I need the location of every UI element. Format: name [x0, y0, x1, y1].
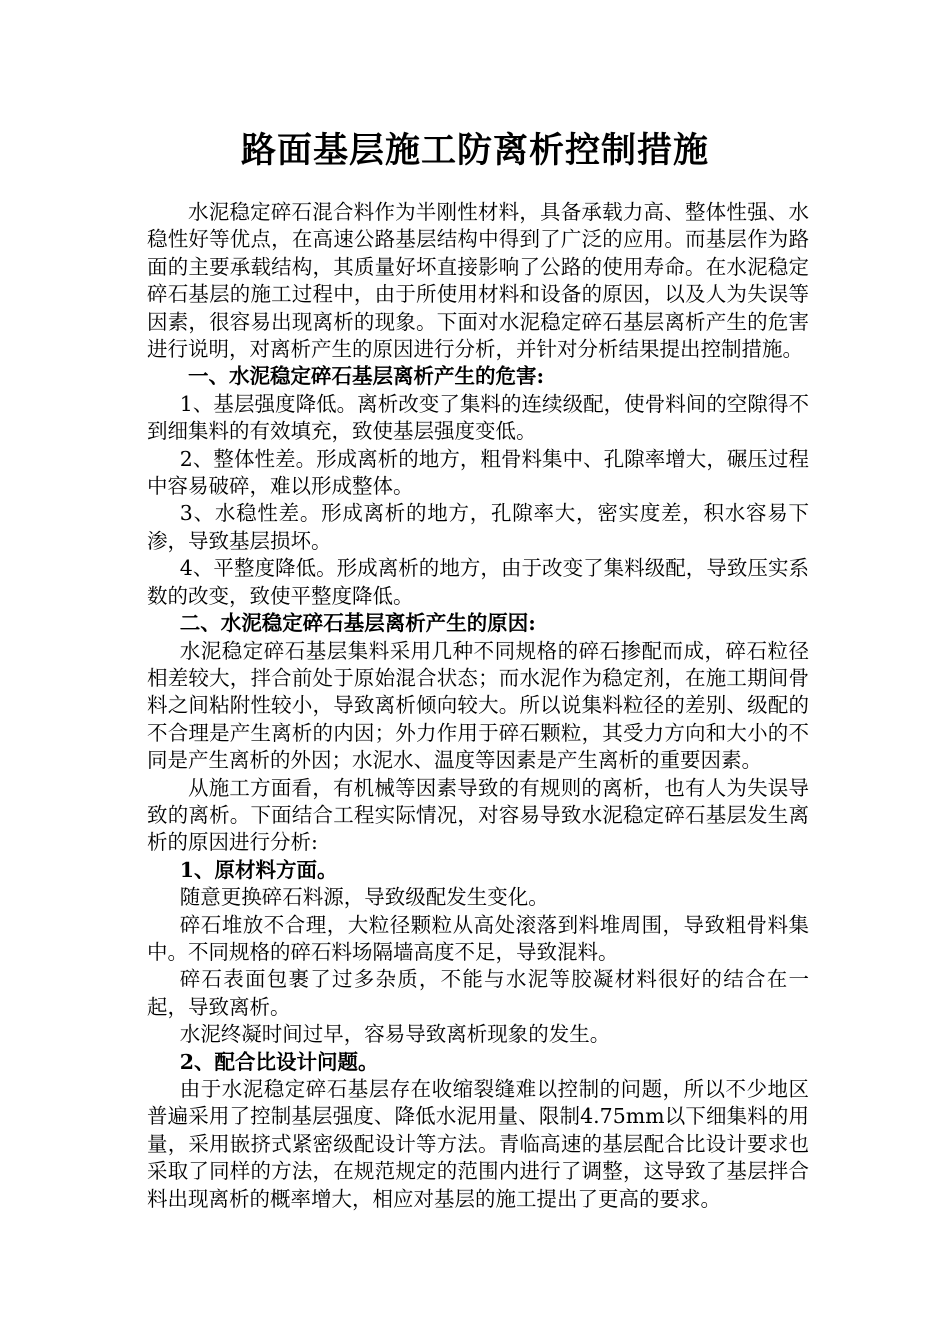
- intro-paragraph: 水泥稳定碎石混合料作为半刚性材料，具备承载力高、整体性强、水稳性好等优点，在高速公路基层结构中得到了广泛的应用。而基层作为路面的主要承载结构，其质量好坏直接影响了公路的使用寿命。在水泥稳定碎石基层的施工过程中，由于所使用材料和设备的原因，以及人为失误等因素，很容易出现离析的现象。下面对水泥稳定碎石基层离析产生的危害进行说明，对离析产生的原因进行分析，并针对分析结果提出控制措施。: [147, 200, 809, 362]
- hazard-item-strength: 1、基层强度降低。离析改变了集料的连续级配，使骨料间的空隙得不到细集料的有效填充，致使基层强度变低。: [147, 391, 809, 444]
- mix-design-paragraph: 由于水泥稳定碎石基层存在收缩裂缝难以控制的问题，所以不少地区普遍采用了控制基层强度、降低水泥用量、限制4.75mm以下细集料的用量，采用嵌挤式紧密级配设计等方法。青临高速的基层配合比设计要求也采取了同样的方法，在规范规定的范围内进行了调整，这导致了基层拌合料出现离析的概率增大，相应对基层的施工提出了更高的要求。: [147, 1077, 809, 1211]
- page-title: 路面基层施工防离析控制措施: [240, 130, 709, 171]
- hazard-item-water-stability: 3、水稳性差。形成离析的地方，孔隙率大，密实度差，积水容易下渗，导致基层损坏。: [147, 501, 809, 553]
- raw-material-item-impurities: 碎石表面包裹了过多杂质，不能与水泥等胶凝材料很好的结合在一起，导致离析。: [147, 967, 809, 1019]
- section-heading-causes: 二、水泥稳定碎石基层离析产生的原因:: [179, 611, 536, 636]
- subheading-mix-design: 2、配合比设计问题。: [179, 1049, 379, 1074]
- causes-paragraph: 水泥稳定碎石基层集料采用几种不同规格的碎石掺配而成，碎石粒径相差较大，拌合前处于原始混合状态；而水泥作为稳定剂，在施工期间骨料之间粘附性较小，导致离析倾向较大。所以说集料粒径的差别、级配的不合理是产生离析的内因；外力作用于碎石颗粒，其受力方向和大小的不同是产生离析的外因；水泥水、温度等因素是产生离析的重要因素。: [147, 638, 809, 773]
- raw-material-item-stockpile: 碎石堆放不合理，大粒径颗粒从高处滚落到料堆周围，导致粗骨料集中。不同规格的碎石料场隔墙高度不足，导致混料。: [147, 912, 809, 964]
- hazard-item-flatness: 4、平整度降低。形成离析的地方，由于改变了集料级配，导致压实系数的改变，致使平整度降低。: [147, 556, 809, 608]
- subheading-raw-materials: 1、原材料方面。: [179, 857, 338, 882]
- hazard-item-integrity: 2、整体性差。形成离析的地方，粗骨料集中、孔隙率增大，碾压过程中容易破碎，难以形成整体。: [147, 446, 809, 499]
- document-body: [147, 199, 809, 1213]
- construction-analysis-paragraph: 从施工方面看，有机械等因素导致的有规则的离析，也有人为失误导致的离析。下面结合工程实际情况，对容易导致水泥稳定碎石基层发生离析的原因进行分析:: [147, 775, 809, 855]
- raw-material-item-setting-time: 水泥终凝时间过早，容易导致离析现象的发生。: [179, 1022, 611, 1047]
- section-heading-hazards: 一、水泥稳定碎石基层离析产生的危害:: [188, 364, 545, 389]
- raw-material-item-source: 随意更换碎石料源，导致级配发生变化。: [179, 885, 549, 910]
